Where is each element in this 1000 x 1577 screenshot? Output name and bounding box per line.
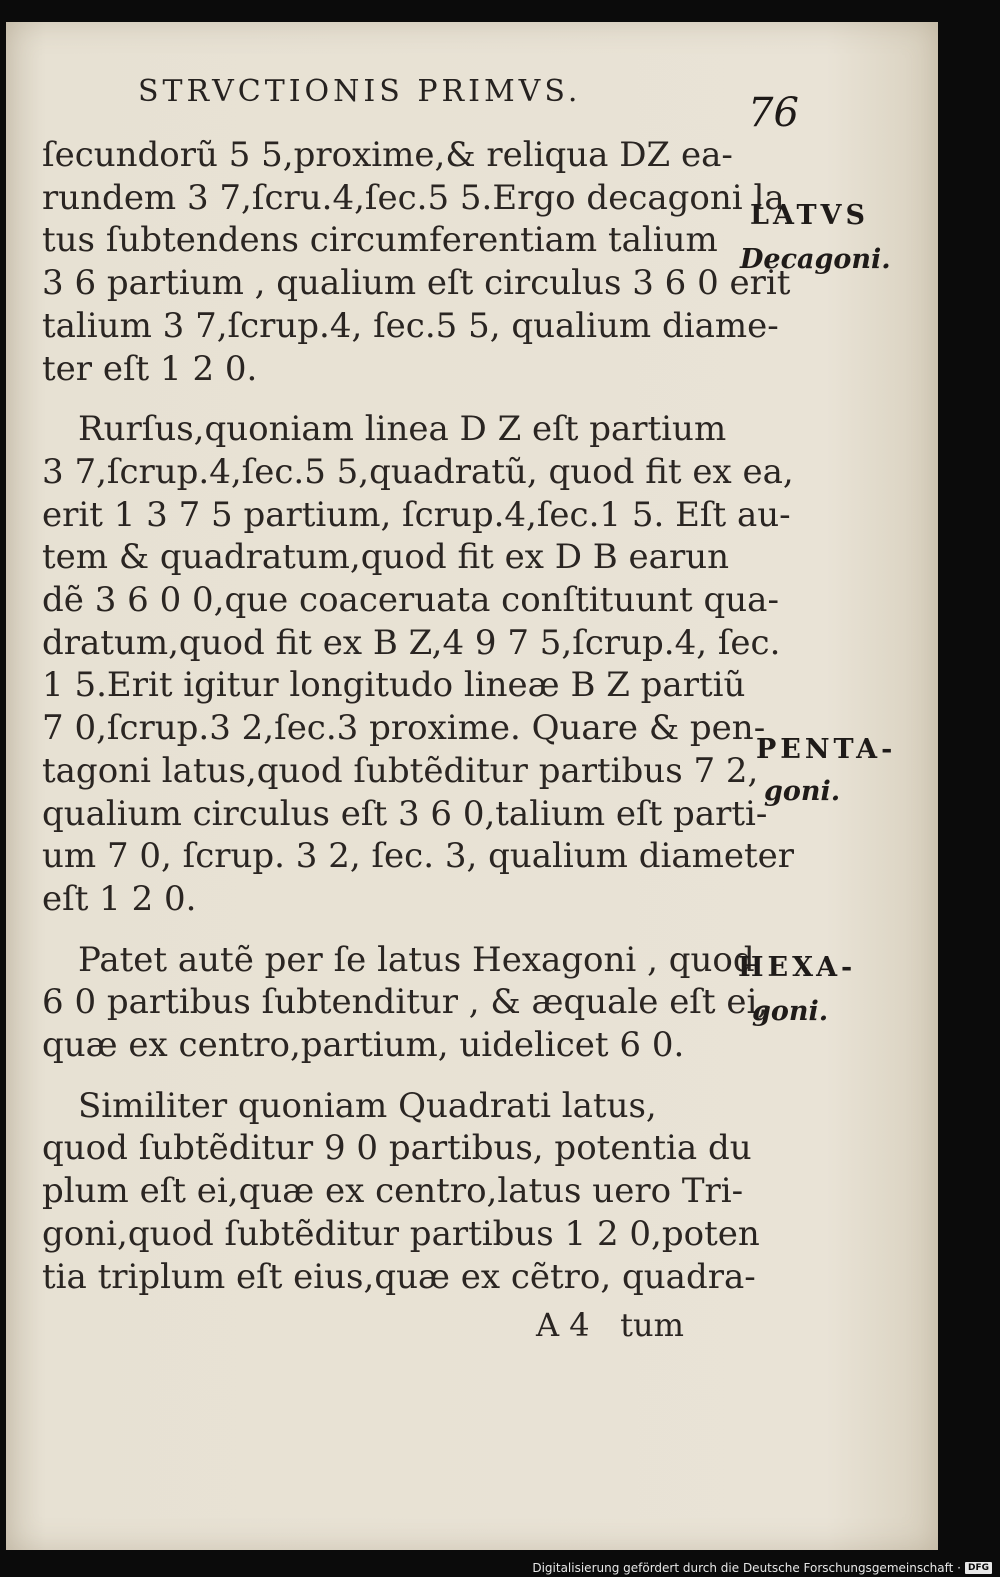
text-line: 3 7,ſcrup.4,ſec.5 5,quadratũ, quod fit ex ea, [42,451,794,492]
text-line: tus ſubtendens circumferentiam talium [42,220,718,261]
text-line: Similiter quoniam Quadrati latus, [78,1085,657,1126]
running-title: STRVCTIONIS PRIMVS. [138,74,582,109]
marginal-note-penta: PENTA- [756,734,897,765]
signature-catchword: A 4 tum [536,1306,684,1344]
book-page [6,22,938,1550]
text-line: 7 0,ſcrup.3 2,ſec.3 proxime. Quare & pen- [42,708,766,749]
text-line: 1 5.Erit igitur longitudo lineæ B Z partiũ [42,665,746,706]
text-line: 3 6 partium , qualium eſt circulus 3 6 0 erit [42,263,791,304]
text-line: 6 0 partibus ſubtenditur , & æquale eſt ei, [42,982,769,1023]
text-line: Rurſus,quoniam linea D Z eſt partium [78,409,727,450]
page-body-text [42,134,795,1298]
text-line: Patet autẽ per ſe latus Hexagoni , quod [78,939,755,980]
marginal-note-pentagoni: goni. [764,776,841,807]
text-line: um 7 0, ſcrup. 3 2, ſec. 3, qualium diameter [42,836,795,877]
dfg-logo: DFG [965,1562,992,1574]
text-line: tem & quadratum,quod fit ex D B earun [42,537,729,578]
text-line: ſecundorũ 5 5,proxime,& reliqua DZ ea- [42,135,733,175]
text-line: dratum,quod fit ex B Z,4 9 7 5,ſcrup.4, ſec. [42,622,781,663]
text-line: tia triplum eſt eius,quæ ex cẽtro, quadra- [42,1256,756,1297]
text-line: plum eſt ei,quæ ex centro,latus uero Tri- [42,1171,744,1212]
text-line: rundem 3 7,ſcru.4,ſec.5 5.Ergo decagoni la [42,177,785,218]
page-number: 76 [748,90,799,136]
text-line: quod ſubtẽditur 9 0 partibus, potentia du [42,1128,752,1169]
marginal-note-hexa: HEXA- [738,952,857,983]
text-line: dẽ 3 6 0 0,que coaceruata conſtituunt qua- [42,580,779,621]
text-line: ter eſt 1 2 0. [42,348,258,389]
text-line: eſt 1 2 0. [42,878,197,919]
text-line: erit 1 3 7 5 partium, ſcrup.4,ſec.1 5. Eſt au- [42,494,791,535]
marginal-note-hexagoni: goni. [752,996,829,1027]
digitization-credit [532,1561,992,1575]
text-line: qualium circulus eſt 3 6 0,talium eſt parti- [42,793,768,834]
text-line: quæ ex centro,partium, uidelicet 6 0. [42,1025,685,1066]
text-line: tagoni latus,quod ſubtẽditur partibus 7 2, [42,750,759,791]
marginal-note-decagoni: Decagoni. [740,244,891,275]
text-line: talium 3 7,ſcrup.4, ſec.5 5, qualium diame- [42,305,779,346]
marginal-note-latus: LATVS [750,200,869,231]
text-line: goni,quod ſubtẽditur partibus 1 2 0,poten [42,1213,760,1254]
credit-text: Digitalisierung gefördert durch die Deutsche Forschungsgemeinschaft · [532,1561,961,1575]
